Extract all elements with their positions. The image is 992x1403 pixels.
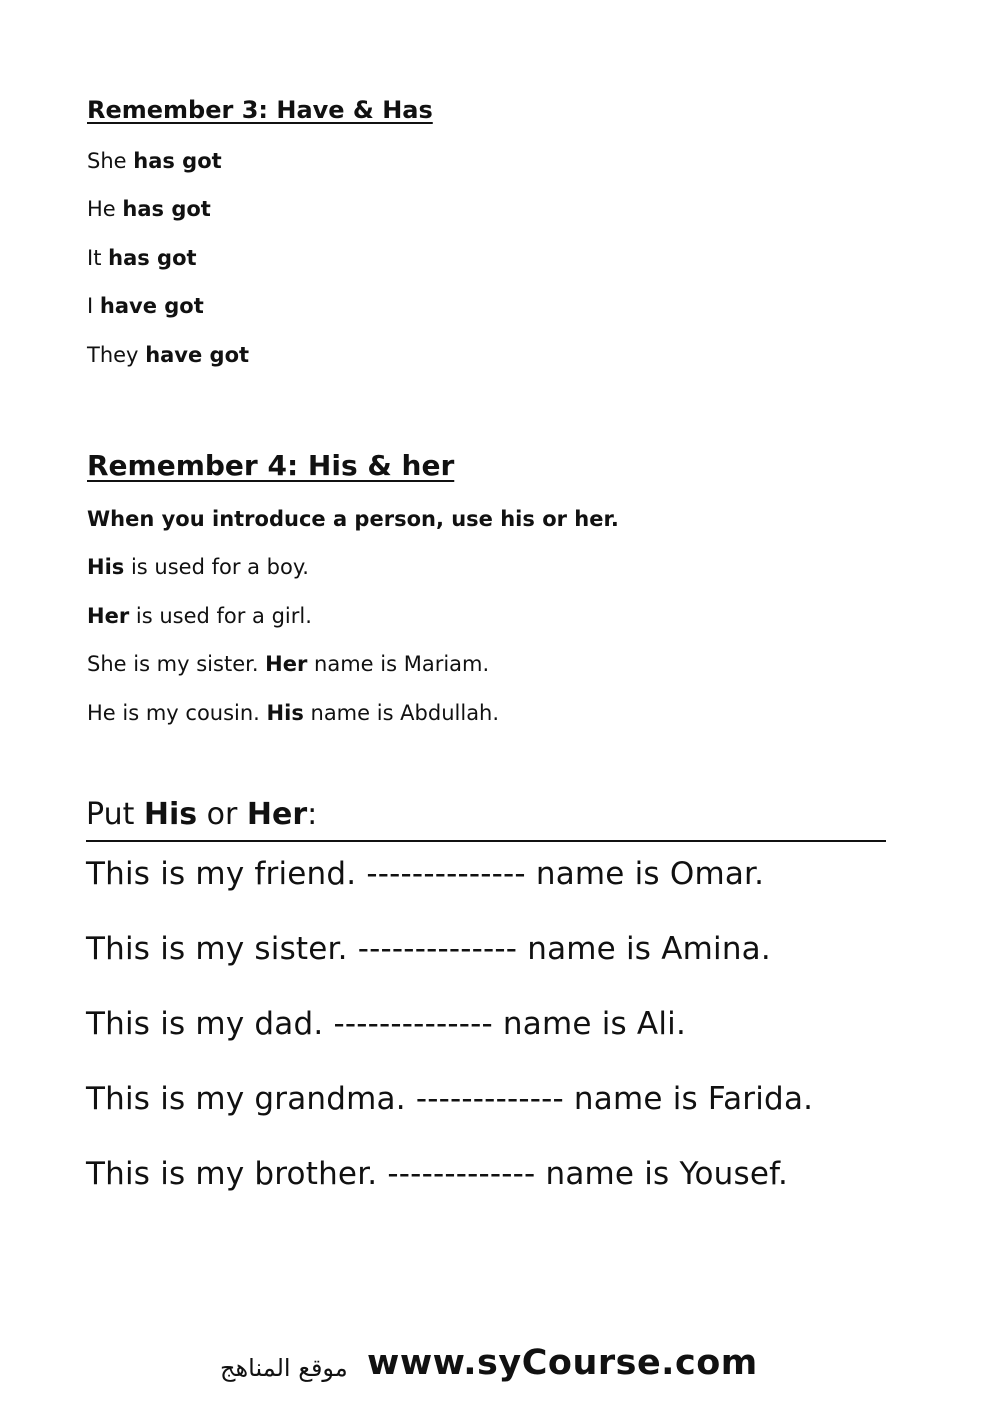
rule-her bbox=[87, 604, 312, 628]
rule-keyword: Her bbox=[87, 604, 130, 628]
title-or: or bbox=[197, 797, 247, 832]
exercise-item-sister[interactable]: This is my sister. -------------- name is Amina. bbox=[86, 931, 771, 967]
remember3-line-she bbox=[87, 149, 222, 173]
subject: I bbox=[87, 294, 94, 318]
verb: have got bbox=[145, 343, 250, 367]
rule-text: is used for a girl. bbox=[129, 604, 312, 628]
example-before: He is my cousin. bbox=[87, 701, 267, 725]
example-sister bbox=[87, 652, 489, 676]
exercise-item-grandma[interactable]: This is my grandma. ------------- name is Farida. bbox=[86, 1081, 814, 1117]
example-cousin bbox=[87, 701, 499, 725]
title-put: Put bbox=[86, 797, 144, 832]
exercise-title bbox=[86, 797, 317, 832]
remember3-title: Remember 3: Have & Has bbox=[87, 96, 433, 124]
remember3-line-they bbox=[87, 343, 249, 367]
exercise-item-dad[interactable]: This is my dad. -------------- name is Ali. bbox=[86, 1006, 687, 1042]
example-after: name is Mariam. bbox=[307, 652, 490, 676]
example-keyword: His bbox=[266, 701, 304, 725]
footer-arabic-label: موقع المناهج bbox=[220, 1354, 348, 1382]
exercise-item-friend[interactable]: This is my friend. -------------- name is Omar. bbox=[86, 856, 765, 892]
verb: has got bbox=[108, 246, 197, 270]
title-her: Her bbox=[246, 797, 308, 832]
remember3-line-he bbox=[87, 197, 211, 221]
example-keyword: Her bbox=[265, 652, 308, 676]
verb: has got bbox=[133, 149, 222, 173]
rule-keyword: His bbox=[87, 555, 125, 579]
subject: She bbox=[87, 149, 127, 173]
footer-website-link[interactable]: www.syCourse.com bbox=[367, 1343, 758, 1383]
remember3-line-it bbox=[87, 246, 197, 270]
remember4-intro: When you introduce a person, use his or her. bbox=[87, 507, 619, 531]
subject: They bbox=[87, 343, 139, 367]
verb: have got bbox=[99, 294, 204, 318]
subject: He bbox=[87, 197, 116, 221]
exercise-divider bbox=[86, 840, 886, 842]
subject: It bbox=[87, 246, 102, 270]
verb: has got bbox=[122, 197, 211, 221]
rule-his bbox=[87, 555, 309, 579]
example-after: name is Abdullah. bbox=[303, 701, 500, 725]
remember4-title: Remember 4: His & her bbox=[87, 449, 455, 482]
title-colon: : bbox=[307, 797, 318, 832]
example-before: She is my sister. bbox=[87, 652, 266, 676]
rule-text: is used for a boy. bbox=[124, 555, 309, 579]
title-his: His bbox=[143, 797, 198, 832]
remember3-line-i bbox=[87, 294, 204, 318]
exercise-item-brother[interactable]: This is my brother. ------------- name is Yousef. bbox=[86, 1156, 789, 1192]
